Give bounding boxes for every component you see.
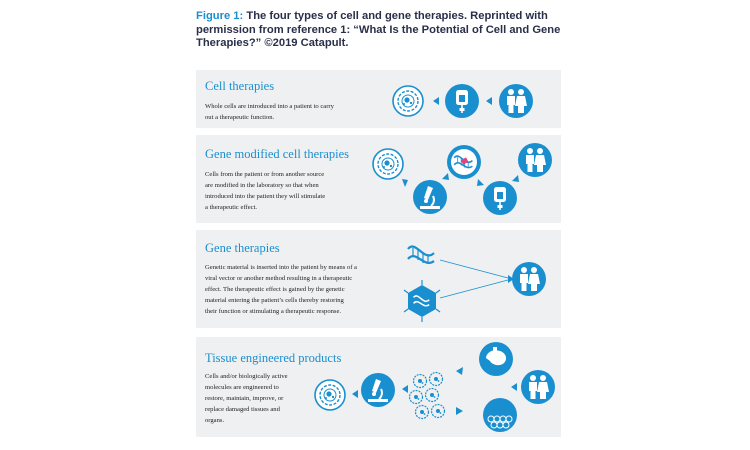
description-line: effect. The therapeutic effect is gained by the genetic	[205, 286, 345, 293]
connector-line	[440, 260, 508, 278]
description-line: restore, maintain, improve, or	[205, 395, 284, 402]
figure-caption	[196, 10, 576, 51]
description-line: out a therapeutic function.	[205, 114, 275, 121]
panel-title: Gene therapies	[205, 241, 280, 255]
patients-icon	[518, 143, 552, 177]
tissue-icon	[483, 398, 517, 432]
description-line: a therapeutic effect.	[205, 204, 258, 211]
viral-vector-icon	[404, 280, 440, 322]
cell-icon	[315, 380, 345, 410]
cell-cluster-icon	[410, 373, 445, 419]
arrow-icon	[442, 173, 449, 180]
description-line: molecules are engineered to	[205, 384, 279, 391]
arrow-icon	[512, 175, 519, 182]
panel-cell-therapies	[196, 70, 561, 128]
arrow-icon	[477, 179, 484, 186]
description-line: are modified in the laboratory so that when	[205, 182, 319, 189]
dna-icon	[408, 247, 434, 263]
description-line: viral vector or another method resulting in a therapeutic	[205, 275, 353, 282]
arrow-icon	[402, 179, 408, 187]
description-line: Cells from the patient or from another source	[205, 171, 325, 178]
tissue-engineering-diagram	[196, 337, 561, 437]
microscope-icon	[361, 373, 395, 407]
panel-title: Cell therapies	[205, 79, 275, 93]
iv-bag-icon	[483, 181, 517, 215]
cell-icon	[373, 149, 403, 179]
gene-modified-diagram	[196, 135, 561, 223]
patients-icon	[512, 262, 546, 296]
panel-gene-modified-cell-therapies	[196, 135, 561, 223]
arrow-icon	[486, 97, 492, 105]
dna-modification-icon	[447, 145, 481, 179]
connector-line	[440, 280, 508, 298]
cell-icon	[393, 86, 423, 116]
arrow-icon	[456, 367, 463, 375]
panel-gene-therapies	[196, 230, 561, 328]
description-line: their function or stimulating a therapeutic response.	[205, 308, 342, 315]
description-line: Whole cells are introduced into a patient to carry	[205, 103, 334, 110]
arrow-icon	[511, 383, 517, 391]
description-line: Genetic material is inserted into the patient by means of a	[205, 264, 357, 271]
panel-tissue-engineered-products	[196, 337, 561, 437]
panel-title: Tissue engineered products	[205, 351, 342, 365]
gene-therapy-diagram	[196, 230, 561, 328]
arrow-icon	[456, 407, 463, 415]
cell-therapy-diagram	[196, 70, 561, 128]
arrow-icon	[402, 385, 408, 393]
description-line: Cells and/or biologically active	[205, 373, 288, 380]
microscope-icon	[413, 180, 447, 214]
arrow-icon	[433, 97, 439, 105]
organ-icon	[479, 342, 513, 376]
arrow-icon	[352, 390, 358, 398]
description-line: replace damaged tissues and	[205, 406, 280, 413]
description-line: organs.	[205, 417, 225, 424]
panel-title: Gene modified cell therapies	[205, 147, 350, 161]
figure-label: Figure 1:	[196, 10, 244, 22]
description-line: introduced into the patient they will stimulate	[205, 193, 326, 200]
description-line: material entering the patient’s cells thereby restoring	[205, 297, 344, 304]
iv-bag-icon	[445, 84, 479, 118]
patients-icon	[521, 370, 555, 404]
patients-icon	[499, 84, 533, 118]
figure-caption-text: The four types of cell and gene therapies. Reprinted with permission from reference 1: “What Is the Potential of Cell and Gene Therapies?” ©2019 Catapult.	[196, 10, 561, 49]
